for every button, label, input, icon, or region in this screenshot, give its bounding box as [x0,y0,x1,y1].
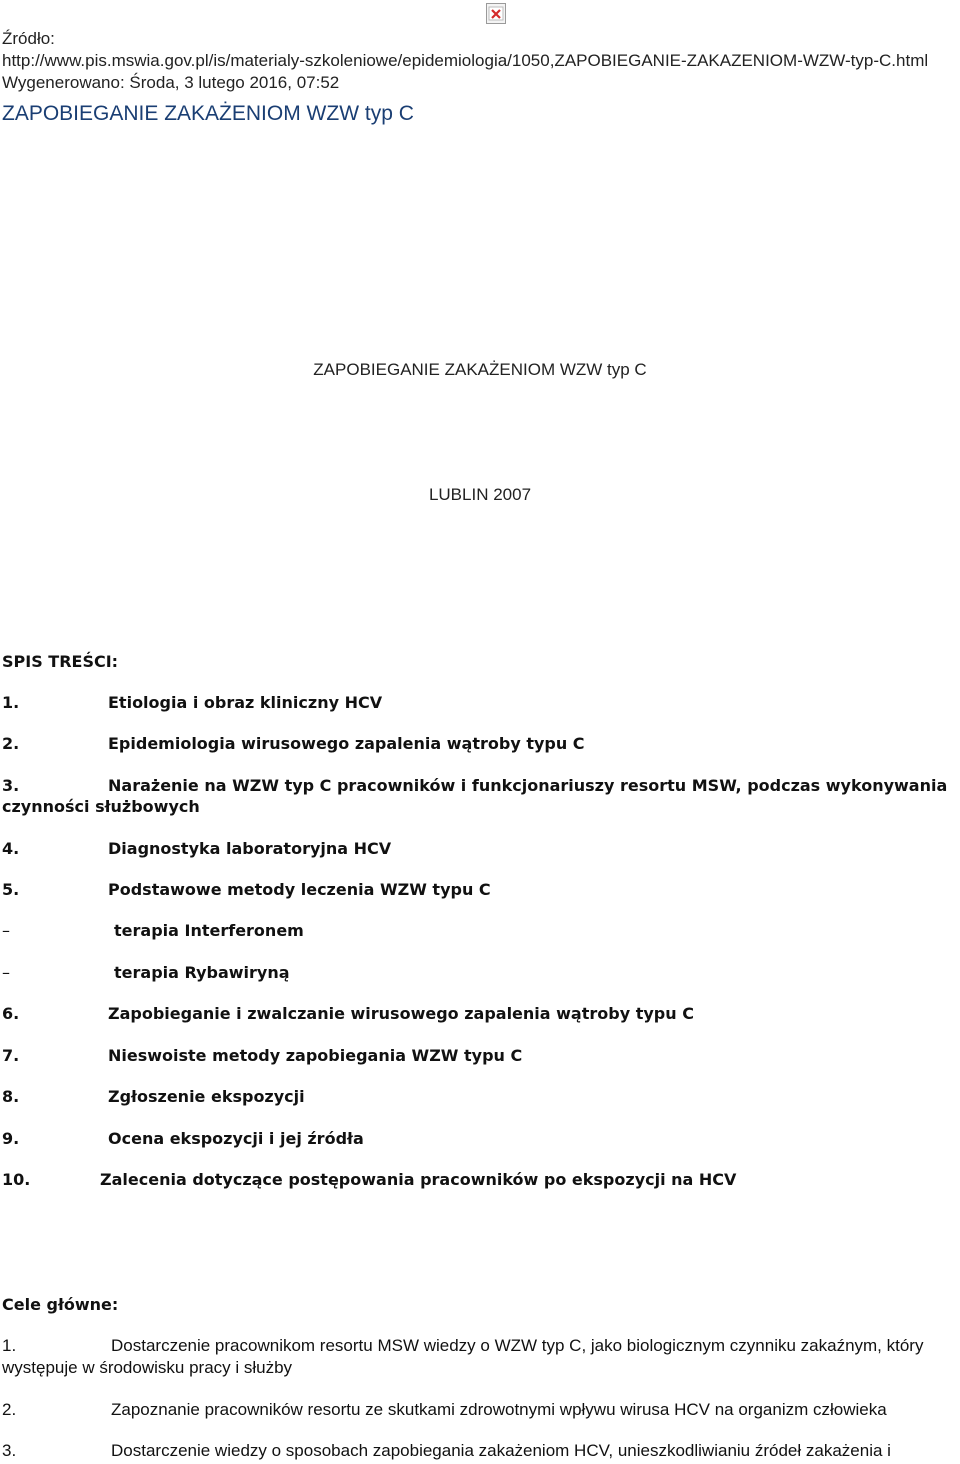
toc-item-2: 2. Epidemiologia wirusowego zapalenia wątroby typu C [2,734,585,753]
toc-item-9: 9. Ocena ekspozycji i jej źródła [2,1129,364,1148]
toc-item-10: 10. Zalecenia dotyczące postępowania pracowników po ekspozycji na HCV [2,1170,737,1189]
broken-image-icon [486,3,506,24]
toc-item-4: 4. Diagnostyka laboratoryjna HCV [2,839,392,858]
cover-place-year: LUBLIN 2007 [428,485,532,504]
page-title: ZAPOBIEGANIE ZAKAŻENIOM WZW typ C [2,102,414,125]
toc-heading: SPIS TREŚCI: [2,652,119,671]
cover-title: ZAPOBIEGANIE ZAKAŻENIOM WZW typ C [313,360,647,379]
goals-heading: Cele główne: [2,1295,119,1314]
source-url-link[interactable]: http://www.pis.mswia.gov.pl/is/materialy-szkoleniowe/epidemiologia/1050,ZAPOBIEGANIE-ZAKAZENIOM-WZW-typ-C.html [2,51,929,70]
toc-item-8: 8. Zgłoszenie ekspozycji [2,1087,305,1106]
toc-item-5: 5. Podstawowe metody leczenia WZW typu C [2,880,491,899]
toc-item-6: 6. Zapobieganie i zwalczanie wirusowego zapalenia wątroby typu C [2,1004,694,1023]
goal-item-1: 1. Dostarczenie pracownikom resortu MSW wiedzy o WZW typ C, jako biologicznym czynniku zakaźnym, który występuje w środowisku pracy i służby [2,1336,924,1377]
generated-date: Wygenerowano: Środa, 3 lutego 2016, 07:52 [2,73,340,92]
toc-subitem-ribavirin: – terapia Rybawiryną [2,963,290,982]
goal-item-2: 2. Zapoznanie pracowników resortu ze skutkami zdrowotnymi wpływu wirusa HCV na organizm człowieka [2,1400,887,1419]
toc-item-3: 3. Narażenie na WZW typ C pracowników i funkcjonariuszy resortu MSW, podczas wykonywania czynności służbowych [2,776,948,816]
toc-item-7: 7. Nieswoiste metody zapobiegania WZW typu C [2,1046,523,1065]
goal-item-3: 3. Dostarczenie wiedzy o sposobach zapobiegania zakażeniom HCV, unieszkodliwianiu źródeł zakażenia i [2,1441,891,1460]
toc-item-1: 1. Etiologia i obraz kliniczny HCV [2,693,383,712]
toc-subitem-interferon: – terapia Interferonem [2,921,304,940]
source-label: Źródło: [2,29,55,48]
